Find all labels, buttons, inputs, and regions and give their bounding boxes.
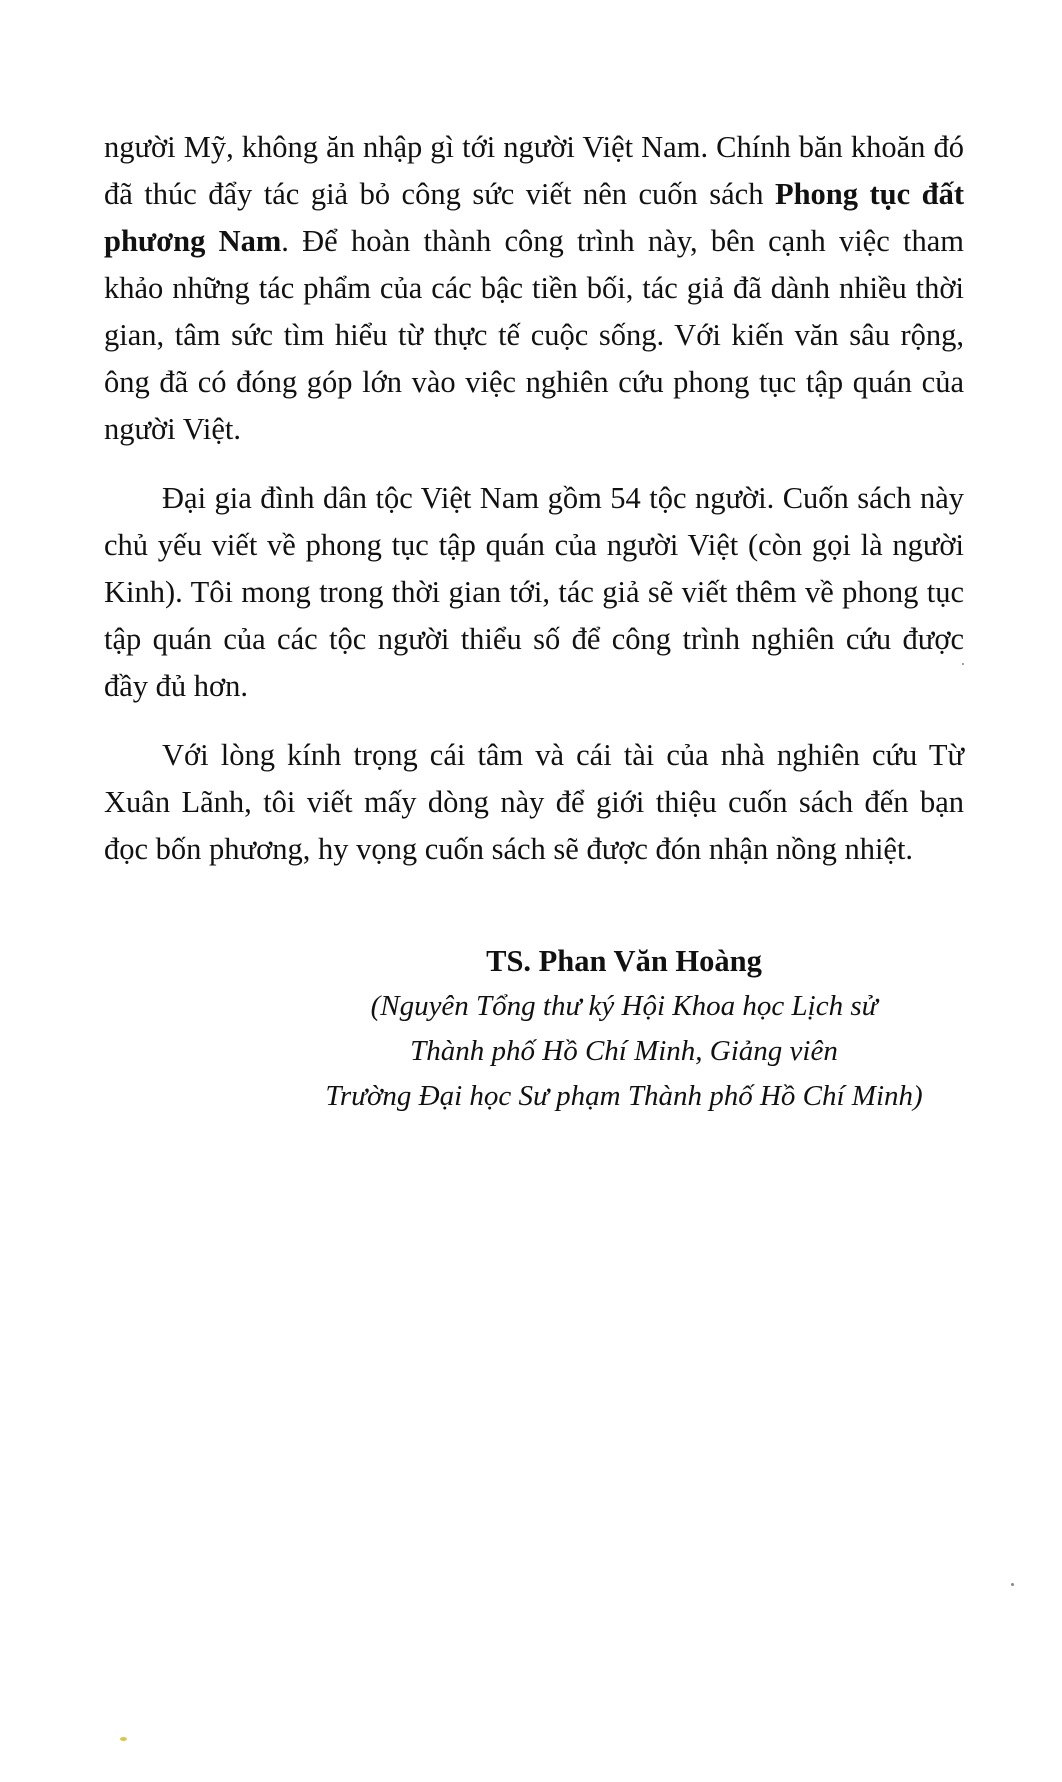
author-name: TS. Phan Văn Hoàng bbox=[486, 944, 762, 978]
signature-block bbox=[104, 938, 964, 1119]
author-role-line-3: Trường Đại học Sư phạm Thành phố Hồ Chí Minh) bbox=[325, 1080, 923, 1112]
scan-speck bbox=[962, 663, 964, 665]
body-text bbox=[104, 124, 964, 895]
scan-speck bbox=[120, 1737, 127, 1741]
paragraph-1-text-start: người Mỹ, không ăn nhập gì tới người Việt Nam. Chính băn khoăn đó đã thúc đẩy tác giả bỏ công sức viết nên cuốn sách bbox=[104, 130, 964, 211]
paragraph-1-text-end: . Để hoàn thành công trình này, bên cạnh việc tham khảo những tác phẩm của các bậc tiền bối, tác giả đã dành nhiều thời gian, tâm sức tìm hiểu từ thực tế cuộc sống. Với kiến văn sâu rộng, ông đã có đóng góp lớn vào việc nghiên cứu phong tục tập quán của người Việt. bbox=[104, 224, 964, 446]
paragraph-1 bbox=[104, 124, 964, 453]
book-title: Phong tục đất phương Nam bbox=[104, 177, 964, 258]
scan-speck bbox=[1011, 1583, 1014, 1586]
author-role-line-1: (Nguyên Tổng thư ký Hội Khoa học Lịch sử bbox=[370, 990, 878, 1022]
paragraph-3: Với lòng kính trọng cái tâm và cái tài của nhà nghiên cứu Từ Xuân Lãnh, tôi viết mấy dòng này để giới thiệu cuốn sách đến bạn đọc bốn phương, hy vọng cuốn sách sẽ được đón nhận nồng nhiệt. bbox=[104, 738, 964, 866]
author-role-line-2: Thành phố Hồ Chí Minh, Giảng viên bbox=[410, 1035, 838, 1067]
paragraph-2: Đại gia đình dân tộc Việt Nam gồm 54 tộc người. Cuốn sách này chủ yếu viết về phong tục tập quán của người Việt (còn gọi là người Kinh). Tôi mong trong thời gian tới, tác giả sẽ viết thêm về phong tục tập quán của các tộc người thiểu số để công trình nghiên cứu được đầy đủ hơn. bbox=[104, 481, 964, 703]
